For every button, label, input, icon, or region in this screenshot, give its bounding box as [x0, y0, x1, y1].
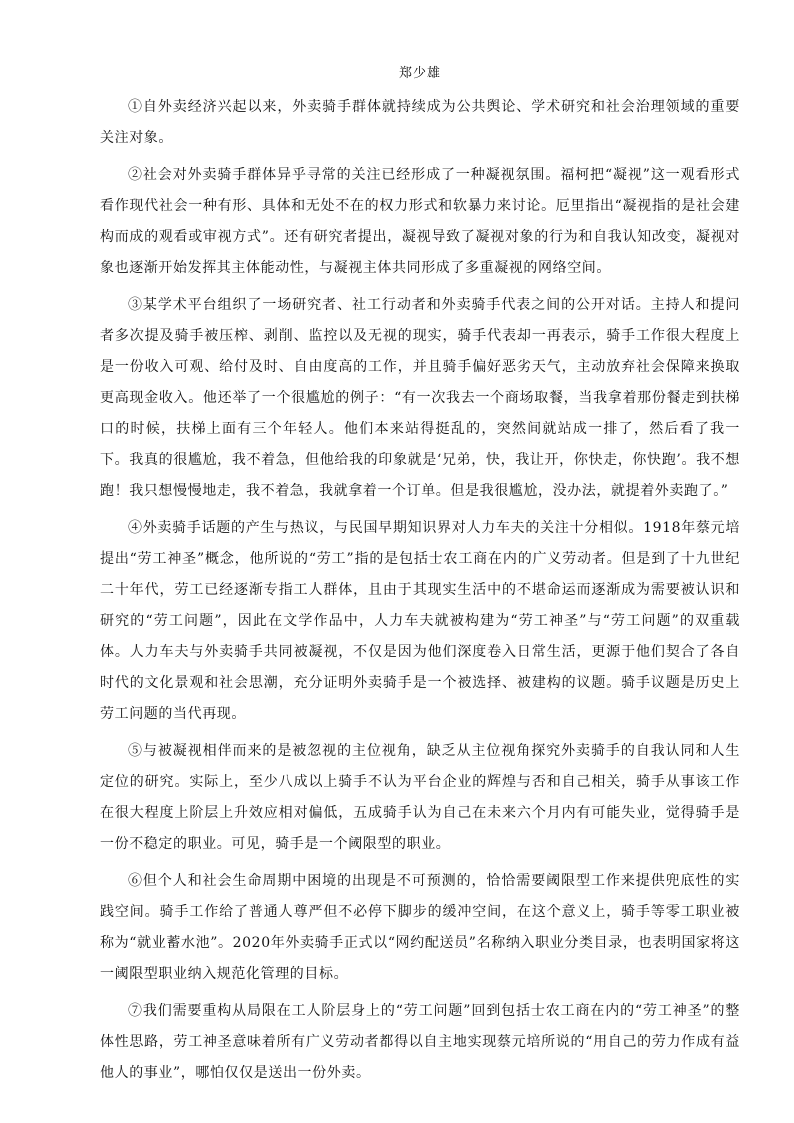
- paragraph-6: ⑥但个人和社会生命周期中困境的出现是不可预测的，恰恰需要阈限型工作来提供兜底性的实践空间。骑手工作给了普通人尊严但不必停下脚步的缓冲空间，在这个意义上，骑手等零工职业被称为“就业蓄水池”。2020年外卖骑手正式以“网约配送员”名称纳入职业分类目录，也表明国家将这一阈限型职业纳入规范化管理的目标。: [100, 873, 740, 982]
- paragraph-2: ②社会对外卖骑手群体异乎寻常的关注已经形成了一种凝视氛围。福柯把“凝视”这一观看形式看作现代社会一种有形、具体和无处不在的权力形式和软暴力来讨论。厄里指出“凝视指的是社会建构而成的观看或审视方式”。还有研究者提出，凝视导致了凝视对象的行为和自我认知改变，凝视对象也逐渐开始发挥其主体能动性，与凝视主体共同形成了多重凝视的网络空间。: [100, 167, 740, 276]
- author-name: 郑少雄: [398, 66, 441, 81]
- paragraph-7: ⑦我们需要重构从局限在工人阶层身上的“劳工问题”回到包括士农工商在内的“劳工神圣”的整体性思路，劳工神圣意味着所有广义劳动者都得以自主地实现蔡元培所说的“用自己的劳力作成有益他人的事业”，哪怕仅仅是送出一份外卖。: [100, 1003, 740, 1081]
- paragraph-5: ⑤与被凝视相伴而来的是被忽视的主位视角，缺乏从主位视角探究外卖骑手的自我认同和人生定位的研究。实际上，至少八成以上骑手不认为平台企业的辉煌与否和自己相关，骑手从事该工作在很大程度上阶层上升效应相对偏低，五成骑手认为自己在未来六个月内有可能失业，觉得骑手是一份不稳定的职业。可见，骑手是一个阈限型的职业。: [100, 743, 740, 852]
- document-page: [100, 62, 740, 1095]
- paragraph-4: ④外卖骑手话题的产生与热议，与民国早期知识界对人力车夫的关注十分相似。1918年蔡元培提出“劳工神圣”概念，他所说的“劳工”指的是包括士农工商在内的广义劳动者。但是到了十九世纪二十年代，劳工已经逐渐专指工人群体，且由于其现实生活中的不堪命运而逐渐成为需要被认识和研究的“劳工问题”，因此在文学作品中，人力车夫就被构建为“劳工神圣”与“劳工问题”的双重载体。人力车夫与外卖骑手共同被凝视，不仅是因为他们深度卷入日常生活，更源于他们契合了各自时代的文化景观和社会思潮，充分证明外卖骑手是一个被选择、被建构的议题。骑手议题是历史上劳工问题的当代再现。: [100, 520, 740, 722]
- paragraph-3: ③某学术平台组织了一场研究者、社工行动者和外卖骑手代表之间的公开对话。主持人和提问者多次提及骑手被压榨、剥削、监控以及无视的现实，骑手代表却一再表示，骑手工作很大程度上是一份收入可观、给付及时、自由度高的工作，并且骑手偏好恶劣天气，主动放弃社会保障来换取更高现金收入。他还举了一个很尴尬的例子：“有一次我去一个商场取餐，当我拿着那份餐走到扶梯口的时候，扶梯上面有三个年轻人。他们本来站得挺乱的，突然间就站成一排了，然后看了我一下。我真的很尴尬，我不着急，但他给我的印象就是‘兄弟，快，我让开，你快走，你快跑’。我不想跑！我只想慢慢地走，我不着急，我就拿着一个订单。但是我很尴尬，没办法，就提着外卖跑了。”: [100, 297, 740, 499]
- paragraph-1: ①自外卖经济兴起以来，外卖骑手群体就持续成为公共舆论、学术研究和社会治理领域的重要关注对象。: [100, 99, 740, 146]
